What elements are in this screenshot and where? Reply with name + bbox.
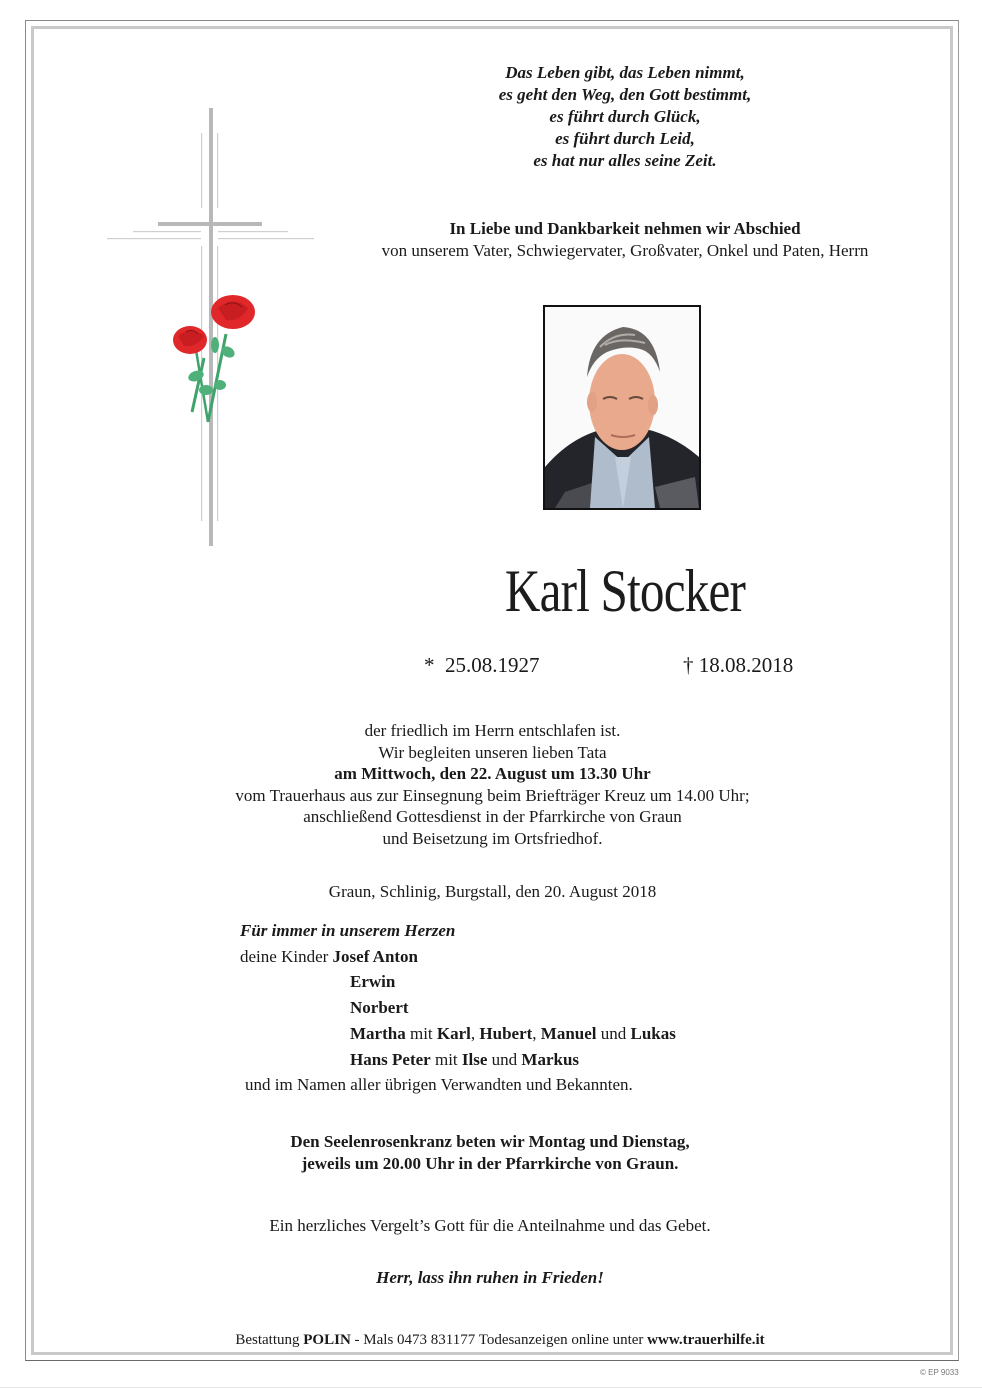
death-date xyxy=(683,653,793,678)
footer-contact: - Mals 0473 831177 Todesanzeigen online unter xyxy=(354,1332,644,1348)
grandchild-name: Manuel xyxy=(540,1023,597,1043)
footer-prefix: Bestattung xyxy=(235,1332,300,1348)
child-name: Martha xyxy=(350,1023,406,1043)
footer-website-link[interactable]: www.trauerhilfe.it xyxy=(647,1332,765,1348)
children-label: deine Kinder xyxy=(240,946,329,966)
funeral-line: Wir begleiten unseren lieben Tata xyxy=(378,742,607,762)
thanks-text: Ein herzliches Vergelt’s Gott für die Anteilnahme und das Gebet. xyxy=(269,1216,711,1235)
poem-line: es hat nur alles seine Zeit. xyxy=(533,151,717,170)
family-list xyxy=(240,918,676,1098)
asterisk-icon: * xyxy=(424,653,435,677)
cross-icon xyxy=(107,108,314,546)
birth-date-value: 25.08.1927 xyxy=(445,653,540,677)
funeral-line: und Beisetzung im Ortsfriedhof. xyxy=(382,828,603,848)
child-name: Erwin xyxy=(350,972,396,992)
grandchild-name: Lukas xyxy=(630,1023,676,1043)
poem-line: es geht den Weg, den Gott bestimmt, xyxy=(498,85,752,104)
birth-date xyxy=(424,653,540,678)
roses-icon xyxy=(173,295,255,422)
template-code: © EP 9033 xyxy=(920,1368,959,1377)
poem-line: es führt durch Leid, xyxy=(555,129,695,148)
place-date: Graun, Schlinig, Burgstall, den 20. August 2018 xyxy=(328,882,657,901)
poem xyxy=(420,62,830,172)
rosary-line: Den Seelenrosenkranz beten wir Montag und Dienstag, xyxy=(290,1132,690,1151)
connector: und xyxy=(600,1023,627,1043)
separator: , xyxy=(470,1023,476,1043)
grandchild-name: Ilse xyxy=(461,1049,488,1069)
connector: mit xyxy=(409,1023,433,1043)
funeral-line: vom Trauerhaus aus zur Einsegnung beim Briefträger Kreuz um 14.00 Uhr; xyxy=(235,785,750,805)
funeral-line: anschließend Gottesdienst in der Pfarrkirche von Graun xyxy=(303,807,682,827)
rosary-line: jeweils um 20.00 Uhr in der Pfarrkirche von Graun. xyxy=(301,1154,679,1173)
death-date-value: 18.08.2018 xyxy=(698,653,794,677)
funeral-details xyxy=(160,720,825,850)
funeral-date: am Mittwoch, den 22. August um 13.30 Uhr xyxy=(334,764,651,784)
intro xyxy=(330,218,920,262)
portrait-photo xyxy=(543,305,701,510)
footer xyxy=(120,1332,880,1349)
intro-heading: In Liebe und Dankbarkeit nehmen wir Abschied xyxy=(449,219,801,238)
cross-with-roses-icon xyxy=(100,100,330,560)
child-name: Hans Peter xyxy=(350,1049,431,1069)
family-row xyxy=(240,995,676,1021)
grandchild-name: Hubert xyxy=(479,1023,533,1043)
intro-relation: von unserem Vater, Schwiegervater, Großvater, Onkel und Paten, Herrn xyxy=(381,241,869,260)
poem-line: Das Leben gibt, das Leben nimmt, xyxy=(505,63,745,82)
funeral-line: der friedlich im Herrn entschlafen ist. xyxy=(364,721,621,740)
family-row xyxy=(240,944,676,970)
poem-line: es führt durch Glück, xyxy=(549,107,701,126)
grandchild-name: Markus xyxy=(521,1049,580,1069)
grandchild-name: Karl xyxy=(436,1023,471,1043)
blessing-text: Herr, lass ihn ruhen in Frieden! xyxy=(376,1268,604,1287)
child-name: Norbert xyxy=(350,998,409,1018)
family-closing: und im Namen aller übrigen Verwandten und Bekannten. xyxy=(245,1075,633,1095)
footer-company: POLIN xyxy=(303,1332,351,1348)
portrait-image xyxy=(545,307,699,508)
connector: mit xyxy=(434,1049,458,1069)
separator: , xyxy=(532,1023,537,1043)
dagger-icon: † xyxy=(683,653,694,677)
family-row xyxy=(240,1021,676,1047)
deceased-name: Karl Stocker xyxy=(504,558,746,624)
family-row xyxy=(240,969,676,995)
connector: und xyxy=(491,1049,518,1069)
child-name: Josef Anton xyxy=(332,946,419,966)
family-heading: Für immer in unserem Herzen xyxy=(240,921,456,940)
family-row xyxy=(240,1047,676,1073)
rosary-notice xyxy=(200,1131,780,1175)
bottom-divider xyxy=(0,1387,982,1388)
